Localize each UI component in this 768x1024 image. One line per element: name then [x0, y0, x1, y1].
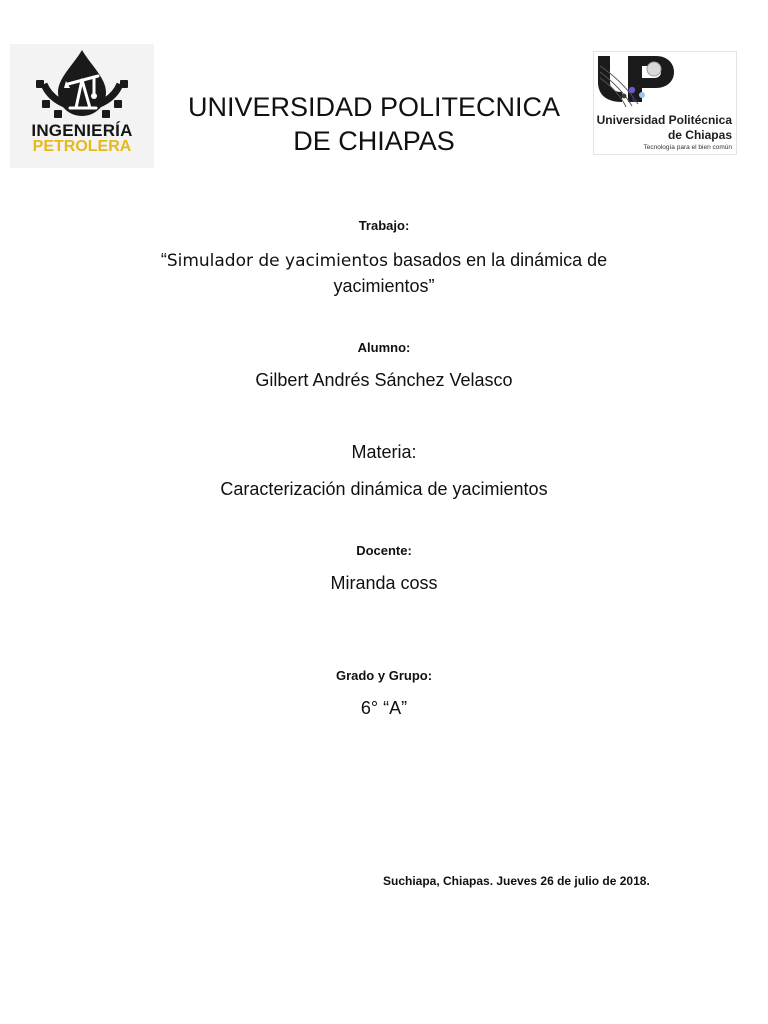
university-title-line2: DE CHIAPAS: [293, 126, 455, 156]
subject-name: Caracterización dinámica de yacimientos: [220, 479, 548, 499]
university-title-line1: UNIVERSIDAD POLITECNICA: [187, 92, 561, 122]
work-title-emphasis: Simulador de yacimientos: [166, 251, 389, 271]
subject-label: Materia:: [351, 442, 417, 462]
group-value: 6° “A”: [360, 698, 408, 718]
work-title-quote: “: [160, 250, 167, 270]
teacher-name: Miranda coss: [330, 573, 438, 593]
work-title: [134, 248, 634, 299]
student-name: Gilbert Andrés Sánchez Velasco: [255, 370, 513, 390]
logo-left-line1: INGENIERÍA: [31, 121, 133, 140]
work-title-rest: basados en la dinámica de yacimientos”: [333, 250, 608, 296]
work-label: Trabajo:: [358, 218, 410, 233]
logo-left-line2: PETROLERA: [32, 138, 132, 155]
ingenieria-petrolera-logo: [10, 44, 154, 168]
logo-right-line2: de Chiapas: [667, 128, 732, 142]
logo-right-line1: Universidad Politécnica: [596, 113, 732, 127]
logo-right-tagline: Tecnología para el bien común: [643, 144, 732, 151]
teacher-label: Docente:: [356, 543, 412, 558]
place-date: Suchiapa, Chiapas. Jueves 26 de julio de 2018.: [383, 874, 650, 888]
student-label: Alumno:: [357, 340, 411, 355]
up-chiapas-logo: [593, 51, 737, 155]
group-label: Grado y Grupo:: [335, 668, 433, 683]
university-title: [164, 90, 584, 158]
